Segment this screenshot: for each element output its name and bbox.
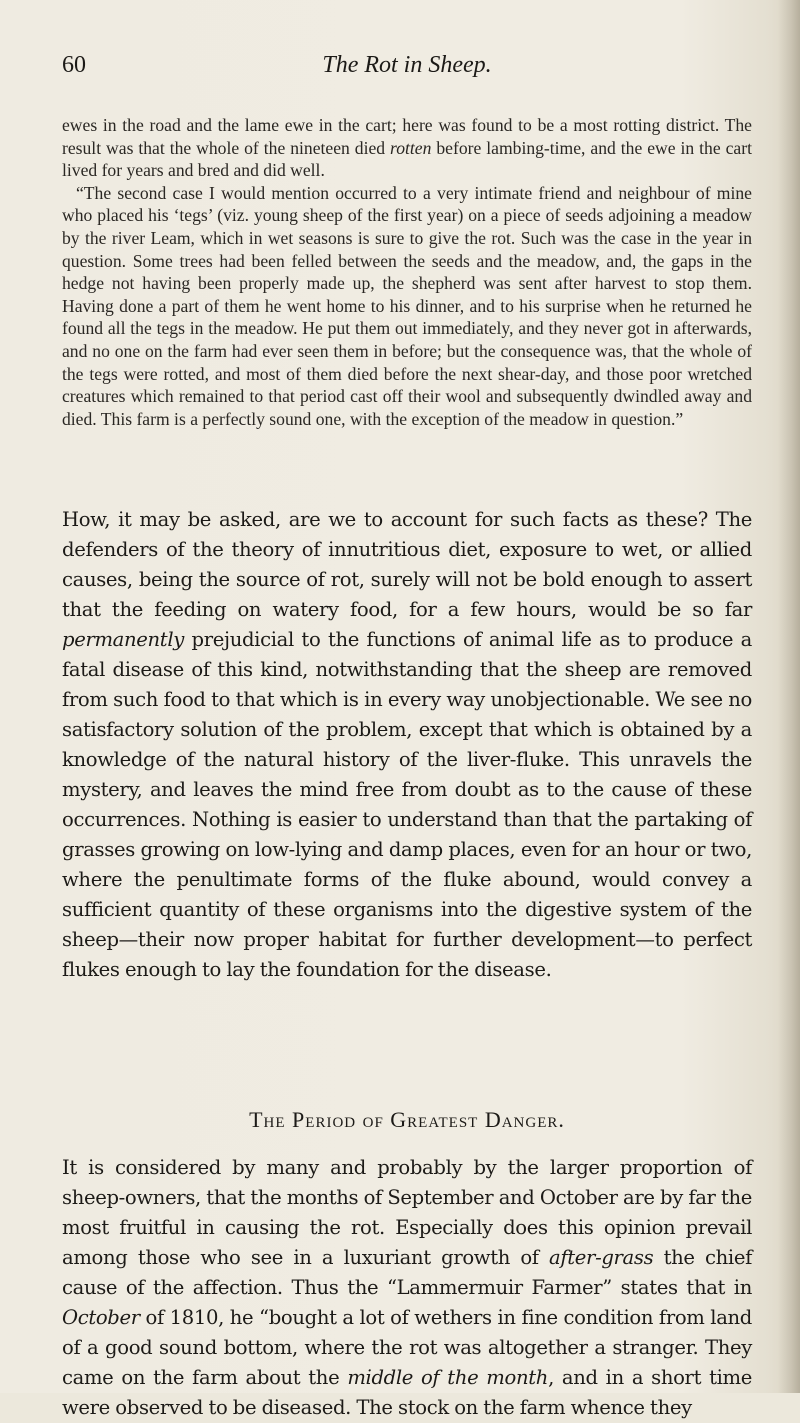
quote-text: ewes in the road and the lame ewe in the cart; here was found to be a most rotting district. The result was that the whole of the nineteen died [62, 115, 752, 158]
running-title: The Rot in Sheep. [322, 52, 492, 78]
section-italic: after-grass [549, 1246, 654, 1269]
quote-italic: rotten [390, 137, 432, 158]
main-text: How, it may be asked, are we to account for such facts as these? The defenders of the theory of innutritious diet, exposure to wet, or allied causes, being the source of rot, surely will not be bold enough to assert that the feeding on watery food, for a few hours, would be so far [62, 508, 752, 621]
section-italic: October [62, 1306, 140, 1329]
page-number: 60 [62, 52, 86, 78]
main-italic: permanently [62, 628, 184, 651]
section-text: of 1810, he “bought a lot of wethers in fine condition from land of a good sound bottom, where the rot was altogether a stranger. They came on the farm about the [62, 1306, 752, 1389]
main-paragraph [62, 505, 752, 985]
section-text: the chief cause of the affection. Thus the “Lammermuir Farmer” states that in [62, 1246, 752, 1299]
main-text: prejudicial to the functions of animal life as to produce a fatal disease of this kind, notwithstanding that the sheep are removed from such food to that which is in every way unobjectionable. We see no satisfactory solution of the problem, except that which is obtained by a knowledge of the natural history of the liver-fluke. This unravels the mystery, and leaves the mind free from doubt as to the cause of these occurrences. Nothing is easier to understand than that the partaking of grasses growing on low-lying and damp places, even for an hour or two, where the penultimate forms of the fluke abound, would convey a sufficient quantity of these organisms into the digestive system of the sheep—their now proper habitat for further development—to perfect flukes enough to lay the foundation for the disease. [62, 628, 752, 981]
quote-text: before lambing-time, and the ewe in the cart lived for years and bred and did well. [62, 137, 752, 181]
section-text: It is considered by many and probably by the larger proportion of sheep-owners, that the months of September and October are by far the most fruitful in causing the rot. Especially does this opinion prevail among those who see in a luxuriant growth of [62, 1156, 752, 1269]
section-text: , and in a short time were observed to be diseased. The stock on the farm whence they [62, 1366, 752, 1419]
page-edge-shadow [778, 0, 800, 1393]
quote-paragraph-1 [62, 114, 752, 182]
page-header [62, 52, 752, 84]
quote-paragraph-2: “The second case I would mention occurred to a very intimate friend and neighbour of mine who placed his ‘tegs’ (viz. young sheep of the first year) on a piece of seeds adjoining a meadow by the river Leam, which in wet seasons is sure to give the rot. Such was the case in the year in question. Some trees had been felled between the seeds and the meadow, and, the gaps in the hedge not having been properly made up, the shepherd was sent after harvest to stop them. Having done a part of them he went home to his dinner, and to his surprise when he returned he found all the tegs in the meadow. He put them out immediately, and they never got in afterwards, and no one on the farm had ever seen them in before; but the consequence was, that the whole of the tegs were rotted, and most of them died before the next shear-day, and those poor wretched creatures which remained to that period cast off their wool and subsequently dwindled away and died. This farm is a perfectly sound one, with the exception of the meadow in question.” [62, 182, 752, 429]
quoted-passage [62, 114, 752, 430]
section-paragraph [62, 1153, 752, 1423]
section-heading: The Period of Greatest Danger. [249, 1107, 565, 1132]
section-italic: middle of the month [347, 1366, 549, 1389]
